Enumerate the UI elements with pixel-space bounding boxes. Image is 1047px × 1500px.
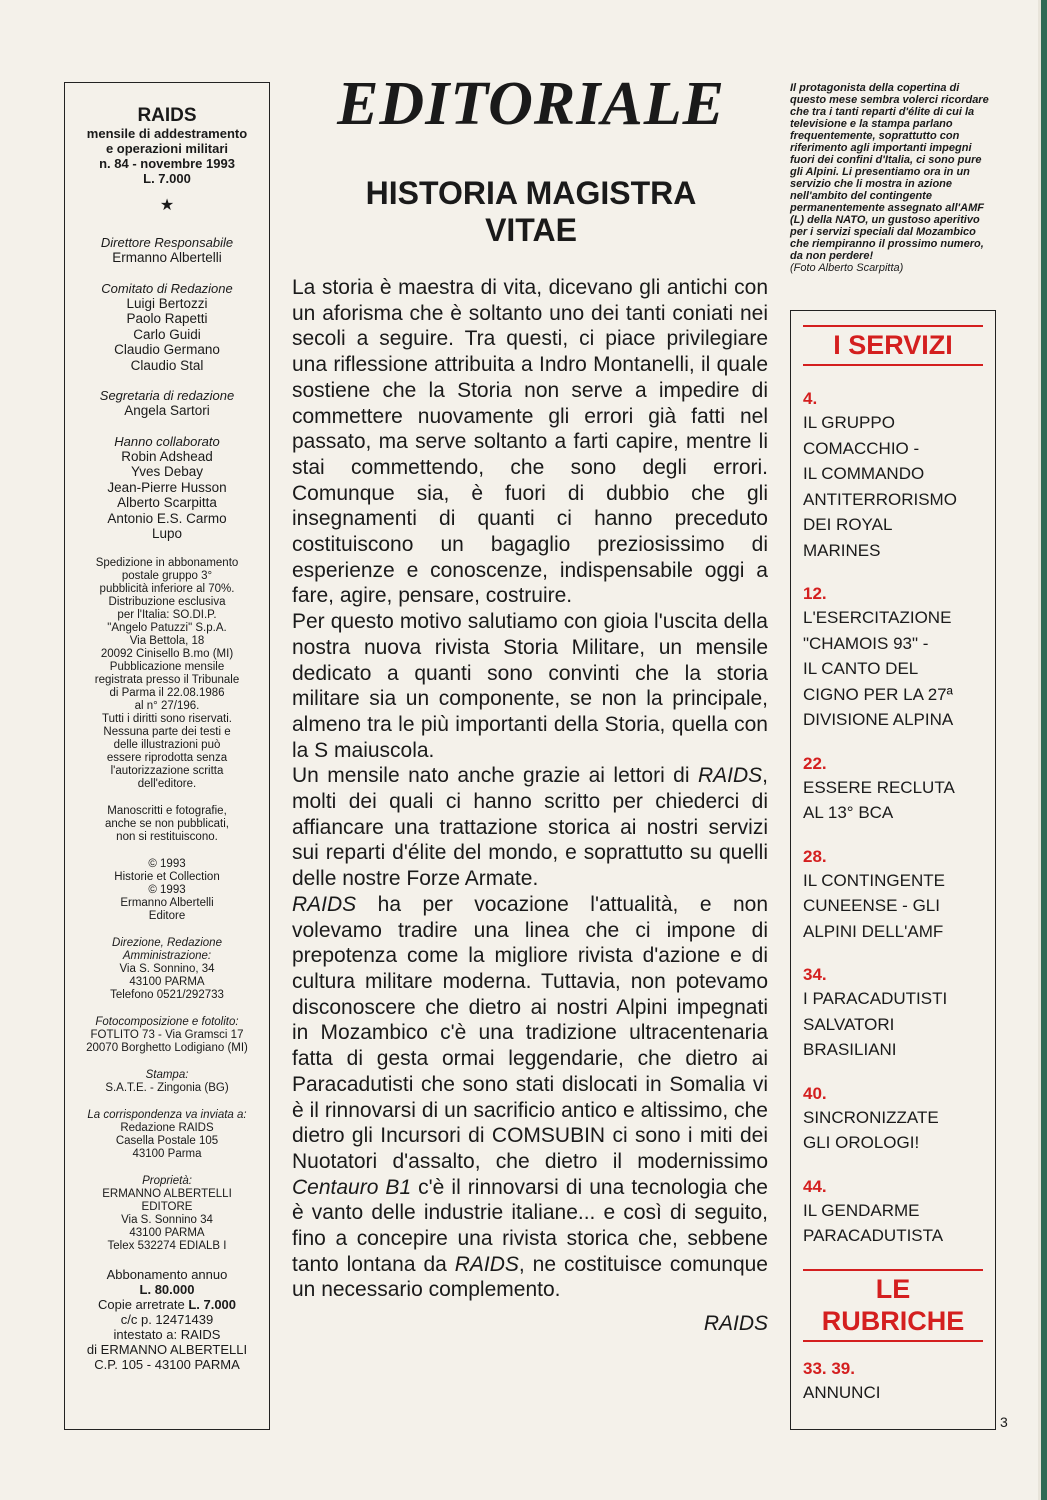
print-role: Stampa: <box>145 1068 189 1081</box>
toc-title-line: MARINES <box>803 540 881 560</box>
toc-title-line: ANTITERRORISMO <box>803 489 957 509</box>
toc-title-line: IL GENDARME <box>803 1200 920 1220</box>
toc-title-line: COMACCHIO - <box>803 438 920 458</box>
contributor: Robin Adshead <box>121 448 213 464</box>
copyright-notice <box>71 858 263 923</box>
manuscripts-notice <box>71 805 263 844</box>
rubriche-heading: LE RUBRICHE <box>803 1269 983 1342</box>
owner-line: Via S. Sonnino 34 <box>121 1213 213 1226</box>
page-edge-light <box>1038 0 1041 1500</box>
legal-line: Distribuzione esclusiva <box>108 595 226 608</box>
copyright-line: Historie et Collection <box>114 870 220 883</box>
subscription-info <box>71 1267 263 1372</box>
text-span: c'è il rinnovarsi di una tecnologia che è vanto delle industrie italiane... e così di seguito, fino a concepire una rivista storica che, sebbene tanto lontana da <box>292 1175 768 1276</box>
toc-title-line: ANNUNCI <box>803 1382 881 1402</box>
magazine-name: RAIDS <box>292 892 357 916</box>
director-role: Direttore Responsabile <box>100 235 234 250</box>
legal-line: "Angelo Patuzzi" S.p.A. <box>107 621 227 634</box>
copyright-line: © 1993 <box>148 883 186 896</box>
subscription-price: L. 80.000 <box>139 1281 195 1297</box>
office-role: Direzione, Redazione <box>112 936 222 949</box>
signature: RAIDS <box>703 1312 768 1336</box>
mail-role: La corrispondenza va inviata a: <box>87 1108 247 1121</box>
office-line: Telefono 0521/292733 <box>110 988 224 1001</box>
toc-page: 40. <box>803 1083 827 1103</box>
office-role: Amministrazione: <box>122 949 212 962</box>
contributors-role: Hanno collaborato <box>114 433 220 449</box>
paragraph: Per questo motivo salutiamo con gioia l'uscita della nostra nuova rivista Storia Militare, un mensile dedicato a quanti sono convinti che la storia militare sia un componente, se non la principale, almeno tra le più importanti della Storia, quella con la S maiuscola. <box>292 610 768 762</box>
secretary-role: Segretaria di redazione <box>99 388 235 403</box>
issue-number: n. 84 - novembre 1993 <box>99 156 235 171</box>
owner-role: Proprietà: <box>142 1174 192 1187</box>
magazine-subtitle-1: mensile di addestramento <box>86 126 248 141</box>
contributor: Alberto Scarpitta <box>117 495 217 510</box>
committee-role: Comitato di Redazione <box>101 280 233 296</box>
photo-line: FOTLITO 73 - Via Gramsci 17 <box>90 1028 244 1041</box>
paragraph <box>292 763 768 892</box>
back-issues <box>71 1297 263 1312</box>
committee-member: Luigi Bertozzi <box>126 295 208 311</box>
toc-title-line: IL COMMANDO <box>803 464 925 483</box>
toc-item[interactable] <box>803 1358 983 1406</box>
toc-item[interactable] <box>803 964 983 1063</box>
photo-line: 20070 Borghetto Lodigiano (MI) <box>86 1041 248 1054</box>
payment-line: C.P. 105 - 43100 PARMA <box>94 1356 240 1372</box>
caption-text: Il protagonista della copertina di questo mese sembra volerci ricordare che tra i tanti reparti d'élite di cui la televisione e la stampa parlano frequentemente, soprattutto con riferimento agli importanti impegni fuori dei confini d'Italia, ci sono pure gli Alpini. Li presentiamo ora in un servizio che li mostra in azione nell'ambito del contingente permanentemente assegnato all'AMF (L) della NATO, un gustoso aperitivo per i servizi speciali dal Mozambico che riempiranno il prossimo numero, da non perdere! <box>790 82 989 262</box>
issue-price: L. 7.000 <box>143 171 191 186</box>
magazine-subtitle-2: e operazioni militari <box>105 141 229 156</box>
toc-title-line: AL 13° BCA <box>803 803 894 822</box>
director-name: Ermanno Albertelli <box>112 250 222 265</box>
manuscripts-line: anche se non pubblicati, <box>104 817 230 830</box>
toc-title-line: IL CONTINGENTE <box>803 870 945 890</box>
legal-notice <box>71 557 263 791</box>
toc-title-line: ESSERE RECLUTA <box>803 777 955 797</box>
legal-line: registrata presso il Tribunale <box>94 673 240 686</box>
toc-title-line: CUNEENSE - GLI <box>803 896 940 915</box>
toc-title-line: "CHAMOIS 93" - <box>803 633 929 653</box>
contributor: Jean-Pierre Husson <box>107 479 227 495</box>
legal-line: Via Bettola, 18 <box>129 634 205 647</box>
committee-member: Claudio Stal <box>130 357 204 373</box>
toc-item[interactable] <box>803 1176 983 1249</box>
committee-group <box>71 281 263 374</box>
toc-item[interactable] <box>803 1083 983 1156</box>
paragraph <box>292 892 768 1303</box>
star-icon: ★ <box>159 197 175 214</box>
toc-page: 33. 39. <box>803 1358 855 1378</box>
toc-title-line: SINCRONIZZATE <box>803 1107 939 1127</box>
legal-line: Tutti i diritti sono riservati. <box>102 712 232 725</box>
magazine-name: RAIDS <box>454 1252 519 1276</box>
article-body <box>292 275 768 1337</box>
print-info <box>71 1069 263 1095</box>
mail-line: Casella Postale 105 <box>115 1134 219 1147</box>
headline-line: VITAE <box>485 212 577 248</box>
legal-line: Spedizione in abbonamento <box>95 556 239 569</box>
toc-item[interactable] <box>803 388 983 563</box>
toc-page: 34. <box>803 965 827 984</box>
toc-page: 4. <box>803 389 818 408</box>
contributor: Lupo <box>151 526 183 541</box>
toc-title-line: ALPINI DELL'AMF <box>803 921 944 941</box>
masthead-box <box>64 82 270 1430</box>
owner-line: ERMANNO ALBERTELLI <box>102 1187 232 1200</box>
legal-line: al n° 27/196. <box>134 699 200 712</box>
toc-title-line: L'ESERCITAZIONE <box>803 608 952 627</box>
committee-member: Claudio Germano <box>114 342 220 357</box>
legal-line: delle illustrazioni può <box>113 738 221 751</box>
back-issues-label: Copie arretrate <box>97 1296 185 1312</box>
payment-line: intestato a: RAIDS <box>113 1326 221 1342</box>
legal-line: Nessuna parte dei testi e <box>103 725 231 738</box>
page-edge <box>1041 0 1047 1500</box>
legal-line: di Parma il 22.08.1986 <box>109 686 225 699</box>
article-headline <box>292 175 770 249</box>
payment-line: di ERMANNO ALBERTELLI <box>86 1341 248 1357</box>
copyright-line: © 1993 <box>148 857 186 870</box>
mail-line: Redazione RAIDS <box>120 1121 214 1134</box>
contributors-group <box>71 434 263 542</box>
legal-line: per l'Italia: SO.DI.P. <box>117 608 217 621</box>
text-span: ha per vocazione l'attualità, e non volevamo tradire una linea che ci impone di prepotenza come la migliore rivista d'azione e di cultura militare moderna. Tuttavia, non potevamo disconoscere che dietro ai nostri Alpini impegnati in Mozambico c'è una tradizione ultracentenaria fatta di gesta ormai leggendarie, che dietro ai Paracadutisti che sono stati dislocati in Somalia vi è il rinnovarsi di un sacrificio antico e altissimo, che dietro gli Incursori di COMSUBIN ci sono i miti dei Nuotatori d'assalto, che dietro il modernissimo <box>292 892 768 1173</box>
vehicle-name: Centauro B1 <box>292 1175 412 1199</box>
contributor: Yves Debay <box>130 464 204 479</box>
back-issues-price: L. 7.000 <box>188 1296 237 1312</box>
manuscripts-line: non si restituiscono. <box>116 830 218 843</box>
toc-title-line: IL CANTO DEL <box>803 659 919 678</box>
copyright-line: Ermanno Albertelli <box>120 896 214 909</box>
toc-title-line: GLI OROLOGI! <box>803 1133 920 1152</box>
toc-item[interactable] <box>803 846 983 945</box>
legal-line: Pubblicazione mensile <box>109 660 225 673</box>
secretary-name: Angela Sartori <box>124 403 210 418</box>
services-heading: I SERVIZI <box>803 325 983 366</box>
toc-title-line: IL GRUPPO <box>803 413 895 432</box>
toc-title-line: PARACADUTISTA <box>803 1226 944 1245</box>
toc-item[interactable] <box>803 753 983 826</box>
legal-line: postale gruppo 3° <box>121 569 213 582</box>
toc-page: 28. <box>803 846 827 866</box>
copyright-line: Editore <box>148 909 186 922</box>
legal-line: dell'editore. <box>137 777 197 790</box>
print-line: S.A.T.E. - Zingonia (BG) <box>105 1081 229 1094</box>
text-span: Un mensile nato anche grazie ai lettori di <box>292 764 698 788</box>
text-span: , ne costituisce comunque un necessario complemento. <box>292 1252 768 1302</box>
magazine-name: RAIDS <box>697 764 763 788</box>
director-group <box>71 235 263 266</box>
section-title: EDITORIALE <box>337 70 725 138</box>
toc-title-line: CIGNO PER LA 27ª <box>803 684 953 704</box>
owner-line: 43100 PARMA <box>129 1226 205 1239</box>
office-line: 43100 PARMA <box>129 975 205 988</box>
table-of-contents <box>790 310 996 1430</box>
toc-title-line: DIVISIONE ALPINA <box>803 710 954 729</box>
toc-title-line: BRASILIANI <box>803 1040 897 1059</box>
legal-line: l'autorizzazione scritta <box>110 764 224 777</box>
office-info <box>71 937 263 1002</box>
magazine-title: RAIDS <box>137 105 197 126</box>
photo-credit: (Foto Alberto Scarpitta) <box>790 262 904 274</box>
text-span: , molti dei quali ci hanno scritto per chiederci di affiancare una trattazione storica ai nostri servizi sui reparti d'élite del mondo, e soprattutto su quelli delle nostre Forze Armate. <box>292 764 768 891</box>
toc-title-line: DEI ROYAL <box>803 515 893 534</box>
payment-line: c/c p. 12471439 <box>120 1311 214 1327</box>
legal-line: pubblicità inferiore al 70%. <box>99 582 235 595</box>
legal-line: essere riprodotta senza <box>106 751 228 764</box>
mail-line: 43100 Parma <box>132 1147 202 1160</box>
mail-info <box>71 1109 263 1161</box>
headline-line: HISTORIA MAGISTRA <box>365 175 697 211</box>
paragraph: La storia è maestra di vita, dicevano gli antichi con un aforisma che è soltanto uno dei tanti coniati nei secoli a seguire. Tra questi, ci piace privilegiare una riflessione attribuita a Indro Montanelli, il quale sostiene che la Storia non serve a impedire di commettere nuovamente gli errori già fatti nel passato, ma serve soltanto a farti capire, mentre li stai commettendo, che sono degli errori. Comunque sia, è fuori di dubbio che gli insegnamenti di quanti ci hanno preceduto costituiscono un bagaglio preziosissimo di esperienze e conoscenze, indispensabile oggi a fare, agire, pensare, costruire. <box>292 276 768 608</box>
toc-title-line: I PARACADUTISTI <box>803 989 948 1008</box>
toc-page: 22. <box>803 753 827 773</box>
office-line: Via S. Sonnino, 34 <box>119 962 215 975</box>
toc-page: 44. <box>803 1176 827 1196</box>
owner-line: Telex 532274 EDIALB I <box>107 1239 227 1252</box>
manuscripts-line: Manoscritti e fotografie, <box>107 804 227 817</box>
toc-title-line: SALVATORI <box>803 1014 895 1034</box>
owner-info <box>71 1175 263 1253</box>
legal-line: 20092 Cinisello B.mo (MI) <box>100 647 234 660</box>
cover-caption <box>790 82 995 274</box>
contributor: Antonio E.S. Carmo <box>107 510 227 526</box>
page-number: 3 <box>1000 1414 1008 1430</box>
owner-line: EDITORE <box>141 1200 193 1213</box>
photo-info <box>71 1016 263 1055</box>
committee-member: Paolo Rapetti <box>126 311 208 326</box>
toc-item[interactable] <box>803 583 983 733</box>
photo-role: Fotocomposizione e fotolito: <box>95 1015 239 1028</box>
toc-page: 12. <box>803 584 827 603</box>
committee-member: Carlo Guidi <box>133 326 201 342</box>
secretary-group <box>71 388 263 419</box>
subscription-label: Abbonamento annuo <box>106 1266 228 1282</box>
